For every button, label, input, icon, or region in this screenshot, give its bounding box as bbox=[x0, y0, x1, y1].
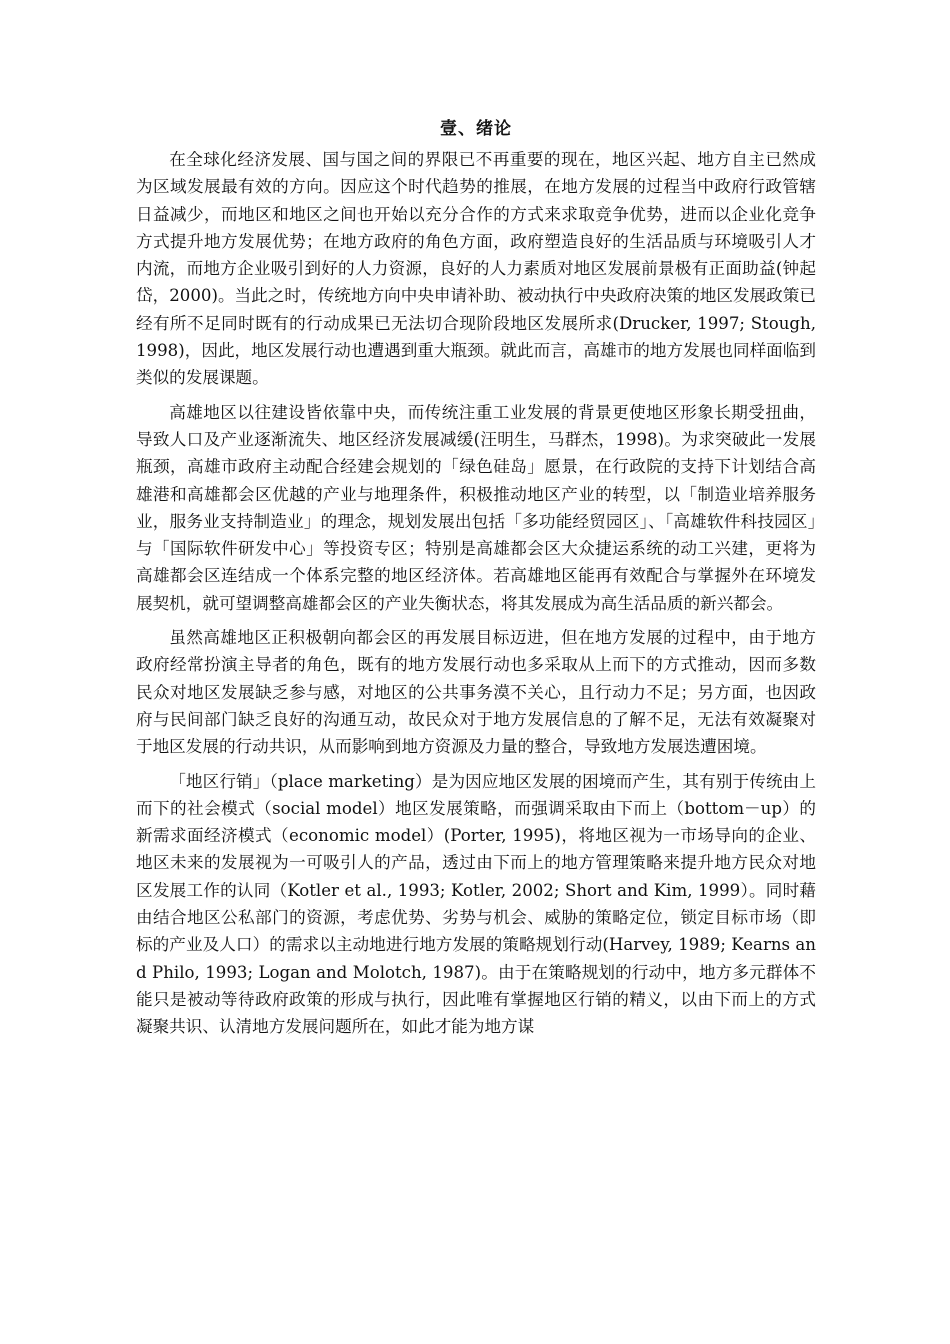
section-heading: 壹、绪论 bbox=[440, 119, 512, 139]
paragraph-2: 高雄地区以往建设皆依靠中央，而传统注重工业发展的背景更使地区形象长期受扭曲，导致人口及产业逐渐流失、地区经济发展减缓(汪明生，马群杰，1998)。为求突破此一发展瓶颈，高雄市政府主动配合经建会规划的「绿色硅岛」愿景，在行政院的支持下计划结合高雄港和高雄都会区优越的产业与地理条件，积极推动地区产业的转型，以「制造业培养服务业，服务业支持制造业」的理念，规划发展出包括「多功能经贸园区」、「高雄软件科技园区」与「国际软件研发中心」等投资专区；特别是高雄都会区大众捷运系统的动工兴建，更将为高雄都会区连结成一个体系完整的地区经济体。若高雄地区能再有效配合与掌握外在环境发展契机，就可望调整高雄都会区的产业失衡状态，将其发展成为高生活品质的新兴都会。 bbox=[136, 402, 816, 613]
document-page bbox=[136, 112, 816, 1048]
paragraph-4: 「地区行销」（place marketing）是为因应地区发展的困境而产生，其有别于传统由上而下的社会模式（social model）地区发展策略，而强调采取由下而上（bottom－up）的新需求面经济模式（economic model）(Porter, 1995)，将地区视为一市场导向的企业、地区未来的发展视为一可吸引人的产品，透过由下而上的地方管理策略来提升地方民众对地区发展工作的认同（Kotler et al., 1993; Kotler, 2002; Short and Kim, 1999）。同时藉由结合地区公私部门的资源，考虑优势、劣势与机会、威胁的策略定位，锁定目标市场（即标的产业及人口）的需求以主动地进行地方发展的策略规划行动(Harvey, 1989; Kearns and Philo, 1993; Logan and Molotch, 1987)。由于在策略规划的行动中，地方多元群体不能只是被动等待政府政策的形成与执行，因此唯有掌握地区行销的精义，以由下而上的方式凝聚共识、认清地方发展问题所在，如此才能为地方谋 bbox=[136, 771, 816, 1037]
paragraph-1: 在全球化经济发展、国与国之间的界限已不再重要的现在，地区兴起、地方自主已然成为区域发展最有效的方向。因应这个时代趋势的推展，在地方发展的过程当中政府行政管辖日益减少，而地区和地区之间也开始以充分合作的方式来求取竞争优势，进而以企业化竞争方式提升地方发展优势；在地方政府的角色方面，政府塑造良好的生活品质与环境吸引人才内流，而地方企业吸引到好的人力资源，良好的人力素质对地区发展前景极有正面助益(钟起岱，2000)。当此之时，传统地方向中央申请补助、被动执行中央政府决策的地区发展政策已经有所不足同时既有的行动成果已无法切合现阶段地区发展所求(Drucker, 1997; Stough, 1998)，因此，地区发展行动也遭遇到重大瓶颈。就此而言，高雄市的地方发展也同样面临到类似的发展课题。 bbox=[136, 150, 816, 388]
paragraph-3: 虽然高雄地区正积极朝向都会区的再发展目标迈进，但在地方发展的过程中，由于地方政府经常扮演主导者的角色，既有的地方发展行动也多采取从上而下的方式推动，因而多数民众对地区发展缺乏参与感，对地区的公共事务漠不关心，且行动力不足；另方面，也因政府与民间部门缺乏良好的沟通互动，故民众对于地方发展信息的了解不足，无法有效凝聚对于地区发展的行动共识，从而影响到地方资源及力量的整合，导致地方发展迭遭困境。 bbox=[136, 628, 816, 757]
